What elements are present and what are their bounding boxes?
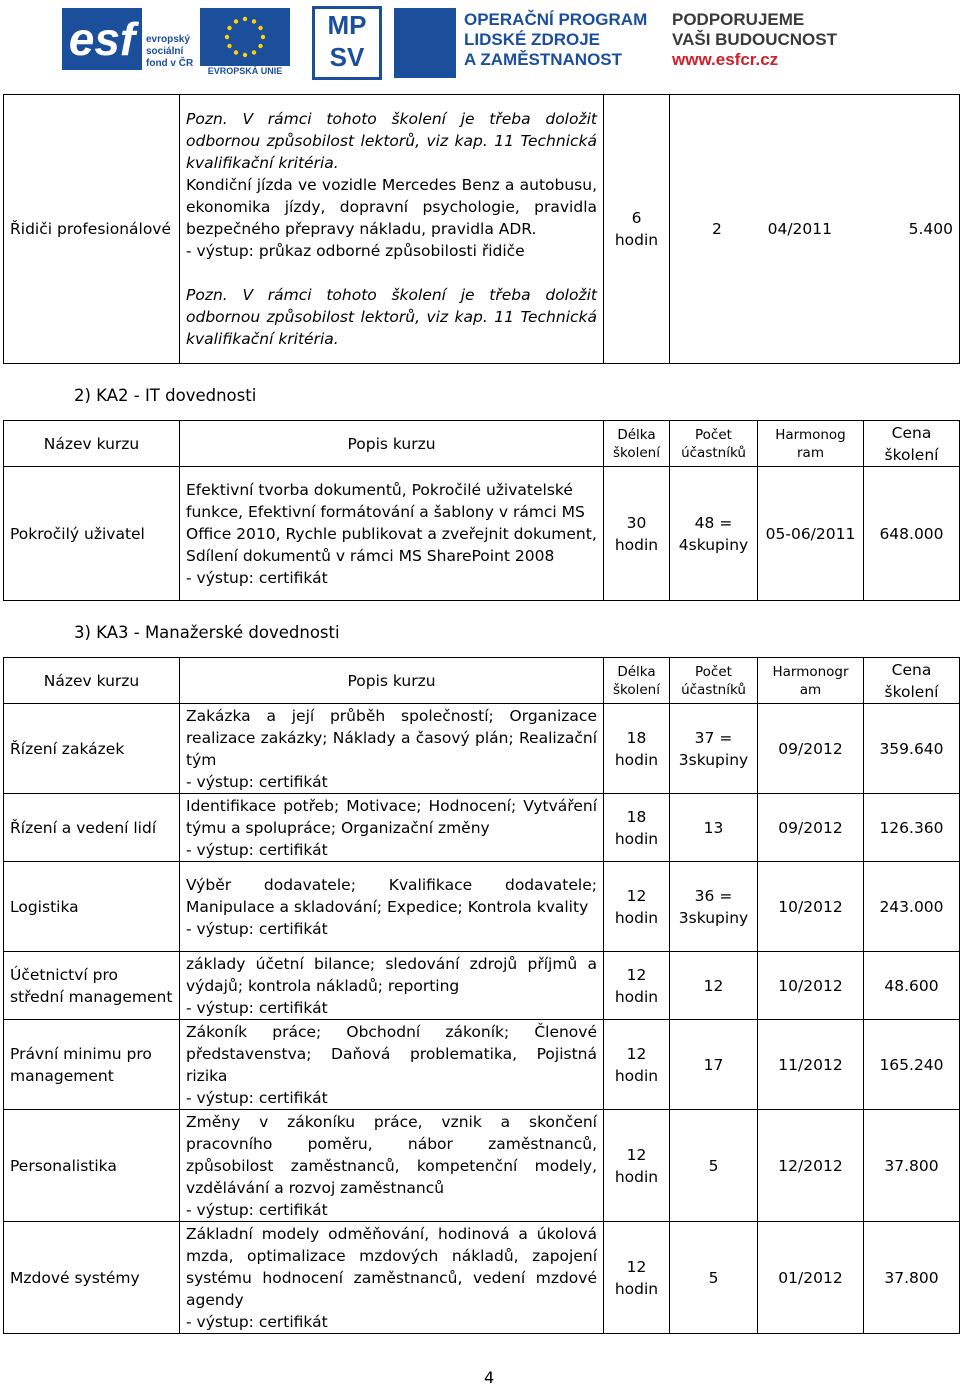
schedule: 11/2012 (758, 1020, 864, 1110)
schedule: 09/2012 (758, 704, 864, 794)
course-length: 12 hodin (604, 1110, 670, 1222)
op-title: OPERAČNÍ PROGRAM LIDSKÉ ZDROJE A ZAMĚSTNANOST (464, 10, 648, 69)
price: 648.000 (864, 467, 960, 601)
course-length: 12 hodin (604, 862, 670, 952)
course-length: 30 hodin (604, 467, 670, 601)
table-row (4, 1020, 960, 1110)
support-text: PODPORUJEME VAŠI BUDOUCNOST www.esfcr.cz (672, 10, 837, 69)
header-description: Popis kurzu (180, 658, 604, 704)
price: 165.240 (864, 1020, 960, 1110)
table-header-row (4, 421, 960, 467)
participant-count: 37 = 3skupiny (670, 704, 758, 794)
course-name: Personalistika (4, 1110, 180, 1222)
course-description (180, 95, 604, 364)
course-description: Výběr dodavatele; Kvalifikace dodavatele; Manipulace a skladování; Expedice; Kontrola kvality - výstup: certifikát (180, 862, 604, 952)
participant-count: 5 (670, 1222, 758, 1334)
note-text: Pozn. V rámci tohoto školení je třeba doložit odbornou způsobilost lektorů, viz kap. 11 Technická kvalifikační kritéria. (186, 286, 597, 348)
table-ka1-continuation (3, 94, 960, 364)
esf-logo: esf (62, 8, 142, 70)
course-name: Právní minimu pro management (4, 1020, 180, 1110)
header-schedule: Harmonog ram (758, 421, 864, 467)
table-row (4, 1110, 960, 1222)
course-length: 18 hodin (604, 704, 670, 794)
eu-flag-logo (200, 8, 290, 66)
table-row (4, 794, 960, 862)
price: 5.400 (908, 220, 953, 238)
course-description: Zákoník práce; Obchodní zákoník; Členové představenstva; Daňová problematika, Pojistná rizika - výstup: certifikát (180, 1020, 604, 1110)
header-count: Počet účastníků (670, 421, 758, 467)
course-name: Řidiči profesionálové (4, 95, 180, 364)
table-row (4, 1222, 960, 1334)
header-length: Délka školení (604, 421, 670, 467)
schedule: 10/2012 (758, 952, 864, 1020)
esf-text: evropský sociální fond v ČR (146, 34, 194, 69)
course-name: Mzdové systémy (4, 1222, 180, 1334)
schedule: 09/2012 (758, 794, 864, 862)
price: 243.000 (864, 862, 960, 952)
table-ka2 (3, 420, 960, 601)
course-description: Změny v zákoníku práce, vznik a skončení pracovního poměru, nábor zaměstnanců, způsobilost zaměstnanců, kompetenční modely, vzdělávání a rozvoj zaměstnanců - výstup: certifikát (180, 1110, 604, 1222)
participant-count: 36 = 3skupiny (670, 862, 758, 952)
header-length: Délka školení (604, 658, 670, 704)
op-logo-mark (394, 8, 456, 78)
description-text: Kondiční jízda ve vozidle Mercedes Benz a autobusu, ekonomika jízdy, dopravní psychologie, pravidla bezpečného přepravy nákladu, pravidla ADR. (186, 176, 597, 238)
header-count: Počet účastníků (670, 658, 758, 704)
price: 126.360 (864, 794, 960, 862)
section-heading: 2) KA2 - IT dovednosti (74, 386, 257, 405)
eu-text: EVROPSKÁ UNIE (207, 66, 283, 76)
schedule: 10/2012 (758, 862, 864, 952)
schedule: 12/2012 (758, 1110, 864, 1222)
header-name: Název kurzu (4, 658, 180, 704)
schedule: 04/2011 (767, 220, 833, 238)
price: 37.800 (864, 1110, 960, 1222)
table-header-row (4, 658, 960, 704)
header-name: Název kurzu (4, 421, 180, 467)
table-row (4, 862, 960, 952)
course-name: Řízení zakázek (4, 704, 180, 794)
course-length: 12 hodin (604, 1020, 670, 1110)
table-ka3 (3, 657, 960, 1334)
schedule: 01/2012 (758, 1222, 864, 1334)
course-name: Logistika (4, 862, 180, 952)
price: 37.800 (864, 1222, 960, 1334)
table-row (4, 467, 960, 601)
course-description: Efektivní tvorba dokumentů, Pokročilé uživatelské funkce, Efektivní formátování a šablony v rámci MS Office 2010, Rychle publikovat a zveřejnit dokument, Sdílení dokumentů v rámci MS SharePoint 2008 - výstup: certifikát (180, 467, 604, 601)
course-details (670, 95, 960, 364)
page-number: 4 (484, 1368, 495, 1387)
participant-count: 13 (670, 794, 758, 862)
header-price: Cena školení (864, 421, 960, 467)
course-description: Zakázka a její průběh společností; Organizace realizace zakázky; Náklady a časový plán; Realizační tým - výstup: certifikát (180, 704, 604, 794)
table-row (4, 952, 960, 1020)
course-description: základy účetní bilance; sledování zdrojů příjmů a výdajů; kontrola nákladů; reporting - výstup: certifikát (180, 952, 604, 1020)
logo-header (0, 0, 960, 86)
participant-count: 2 (712, 220, 722, 238)
schedule: 05-06/2011 (758, 467, 864, 601)
course-length: 6 hodin (604, 95, 670, 364)
course-length: 12 hodin (604, 1222, 670, 1334)
section-heading: 3) KA3 - Manažerské dovednosti (74, 623, 340, 642)
course-name: Pokročilý uživatel (4, 467, 180, 601)
course-name: Řízení a vedení lidí (4, 794, 180, 862)
note-text: Pozn. V rámci tohoto školení je třeba doložit odbornou způsobilost lektorů, viz kap. 11 Technická kvalifikační kritéria. (186, 110, 597, 172)
price: 359.640 (864, 704, 960, 794)
output-text: - výstup: průkaz odborné způsobilosti řidiče (186, 242, 525, 260)
participant-count: 5 (670, 1110, 758, 1222)
table-row (4, 704, 960, 794)
course-length: 12 hodin (604, 952, 670, 1020)
price: 48.600 (864, 952, 960, 1020)
table-row (4, 95, 960, 364)
course-length: 18 hodin (604, 794, 670, 862)
header-price: Cena školení (864, 658, 960, 704)
header-description: Popis kurzu (180, 421, 604, 467)
course-description: Identifikace potřeb; Motivace; Hodnocení; Vytváření týmu a spolupráce; Organizační změny - výstup: certifikát (180, 794, 604, 862)
course-description: Základní modely odměňování, hodinová a úkolová mzda, optimalizace mzdových nákladů, zapojení systému hodnocení zaměstnanců, vedení mzdové agendy - výstup: certifikát (180, 1222, 604, 1334)
participant-count: 12 (670, 952, 758, 1020)
course-name: Účetnictví pro střední management (4, 952, 180, 1020)
participant-count: 17 (670, 1020, 758, 1110)
participant-count: 48 = 4skupiny (670, 467, 758, 601)
header-schedule: Harmonogr am (758, 658, 864, 704)
mpsv-logo: MP SV (312, 6, 382, 80)
